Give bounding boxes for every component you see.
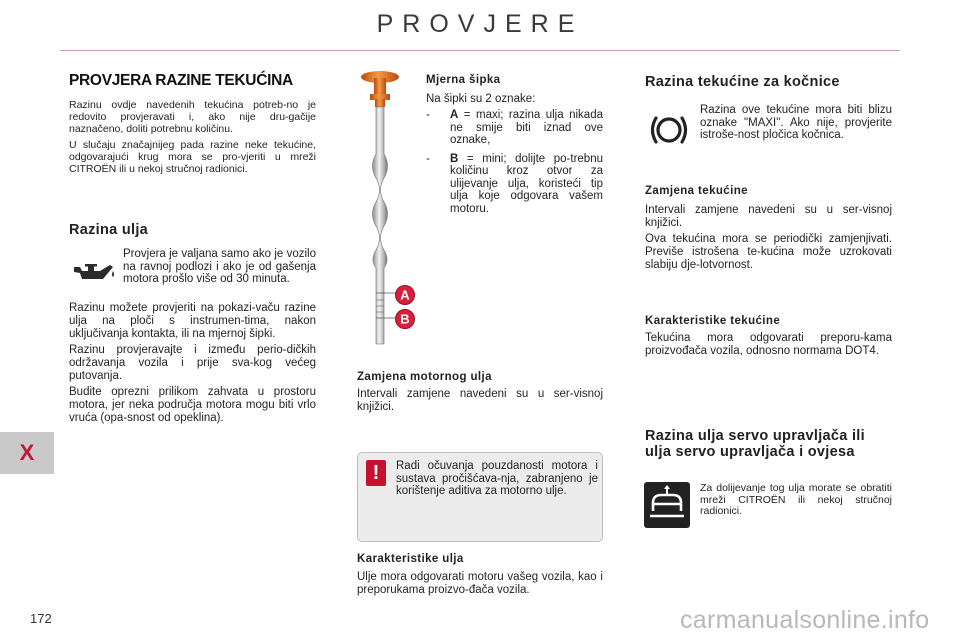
fluid-change-heading: Zamjena tekućine [645, 185, 748, 197]
mark-a-letter: A [450, 109, 459, 121]
mark-a-item: - A = maxi; razina ulja nikada ne smije biti iznad ove oznake, [426, 109, 603, 146]
page-title: PROVJERE [376, 10, 584, 38]
dipstick-marks-list [426, 105, 603, 215]
fluid-spec-heading: Karakteristike tekućine [645, 315, 781, 327]
intro-paragraph-1: Razinu ovdje navedenih tekućina potreb-no je redovito provjeravati i, ako nije dru-gačije naznačeno, doliti potrebnu količinu. [69, 99, 316, 135]
mark-a-label: A [400, 287, 410, 303]
page-number: 172 [30, 611, 52, 626]
oil-level-body [69, 302, 316, 425]
power-steering-text: Za dolijevanje tog ulja morate se obratiti mreži CITROËN ili nekoj stručnoj radionici. [700, 482, 892, 517]
oil-spec-text: Ulje mora odgovarati motoru vašeg vozila, kao i preporukama proizvo-đača vozila. [357, 571, 603, 596]
oil-paragraph-2: Razinu provjeravajte i između perio-dičkih održavanja vozila i prije sva-kog većeg putovanja. [69, 344, 316, 382]
brake-warning-icon [648, 112, 690, 148]
dipstick-heading: Mjerna šipka [426, 74, 501, 86]
chapter-tab-label: X [19, 440, 35, 465]
section-title: PROVJERA RAZINE TEKUĆINA [69, 72, 293, 89]
oil-paragraph-1: Razinu možete provjeriti na pokazi-vaču razine ulja na ploči s instrumen-tima, nakon uključivanja kontakta, ili na mjernoj šipki. [69, 302, 316, 340]
intro-paragraph-2: U slučaju značajnijeg pada razine neke tekućine, odgovarajući krug mora se pro-vjeriti u mreži CITROËN ili u nekoj stručnoj radionici. [69, 139, 316, 175]
dipstick-intro: Na šipki su 2 oznake: [426, 93, 536, 105]
warning-text: Radi očuvanja pouzdanosti motora i sustava pročišćava-nja, zabranjeno je korištenje aditiva za motorno ulje. [396, 460, 598, 497]
oil-change-heading: Zamjena motornog ulja [357, 371, 492, 383]
power-steering-heading: Razina ulja servo upravljača ili ulja servo upravljača i ovjesa [645, 428, 865, 460]
warning-icon: ! [366, 460, 386, 486]
power-steering-icon [644, 482, 690, 528]
fluid-change-paragraph-1: Intervali zamjene navedeni su u ser-visnoj knjižici. [645, 204, 892, 229]
fluid-change-paragraph-2: Ova tekućina mora se periodički zamjenjivati. Previše istrošena te-kućina može uzrokovati slabiju dje-lotvornost. [645, 233, 892, 271]
mark-b-letter: B [450, 152, 459, 165]
chapter-tab[interactable] [0, 432, 54, 474]
oil-paragraph-3: Budite oprezni prilikom zahvata u prostoru motora, jer neka područja motora mogu biti vrlo vruća (opa-snost od opeklina). [69, 386, 316, 424]
oil-check-condition: Provjera je valjana samo ako je vozilo na ravnoj podlozi i ako je od gašenja motora prošlo više od 30 minuta. [123, 248, 316, 285]
dipstick-illustration [353, 68, 423, 350]
oil-level-heading: Razina ulja [69, 222, 149, 238]
fluid-spec-text: Tekućina mora odgovarati preporu-kama proizvođača vozila, odnosno normama DOT4. [645, 332, 892, 357]
mark-b-text: = mini; dolijte po-trebnu količinu kroz otvor za ulijevanje ulja, koristeći tip ulja koje odgovara vašem motoru. [450, 152, 603, 215]
watermark: carmanualsonline.info [680, 606, 930, 634]
oil-can-icon [70, 254, 116, 290]
brake-fluid-note: Razina ove tekućine mora biti blizu oznake "MAXI". Ako nije, provjerite istroše-nost pločica kočnica. [700, 104, 892, 141]
intro-block [69, 99, 316, 175]
oil-spec-heading: Karakteristike ulja [357, 553, 464, 565]
header-divider [60, 50, 900, 51]
fluid-change-body [645, 204, 892, 272]
mark-a-text: = maxi; razina ulja nikada ne smije biti iznad ove oznake, [450, 109, 603, 146]
mark-b-label: B [400, 311, 410, 327]
mark-b-item: - B = mini; dolijte po-trebnu količinu kroz otvor za ulijevanje ulja, koristeći tip ulja koje odgovara vašem motoru. [426, 152, 603, 215]
oil-change-text: Intervali zamjene navedeni su u ser-visnoj knjižici. [357, 388, 603, 413]
brake-fluid-heading: Razina tekućine za kočnice [645, 74, 840, 90]
